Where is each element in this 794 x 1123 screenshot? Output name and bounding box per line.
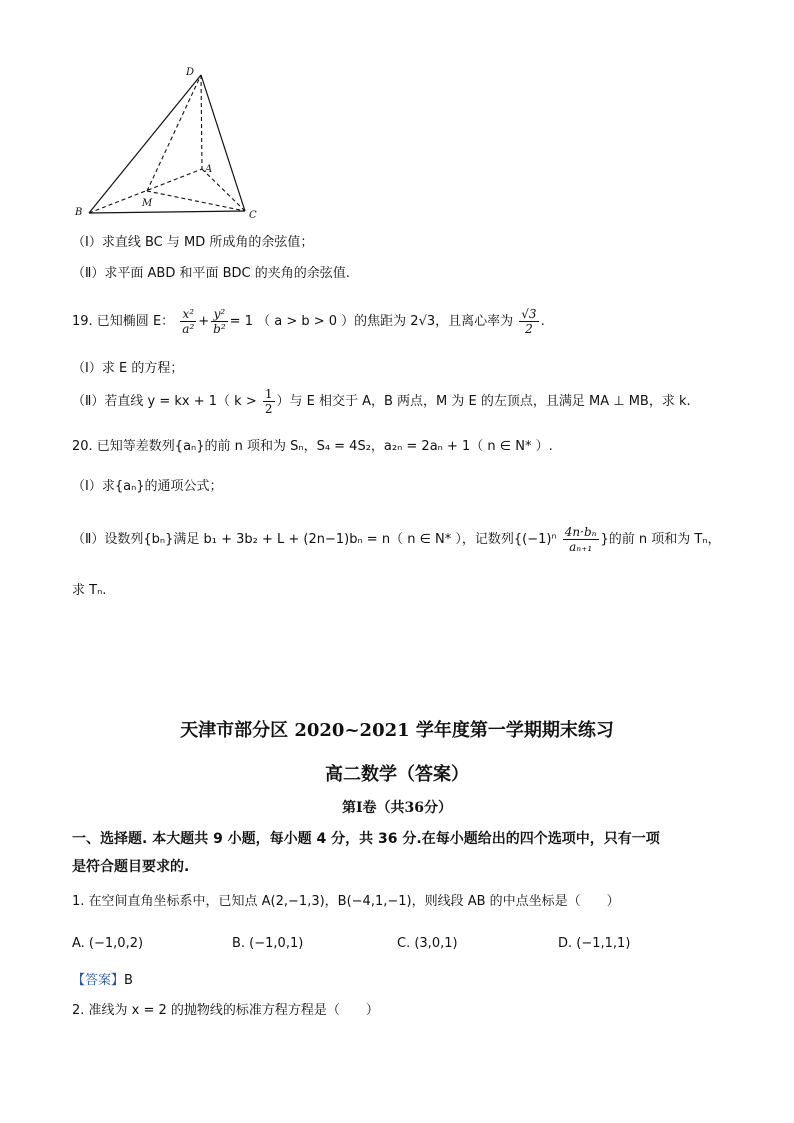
frac-den: 2 <box>264 402 273 416</box>
q20-part2 <box>72 522 721 558</box>
instructions-line1: 一、选择题. 本大题共 9 小题，每小题 4 分，共 36 分.在每小题给出的四个选项中，只有一项 <box>72 831 660 847</box>
edge-DC <box>201 75 245 211</box>
answer-title: 天津市部分区 2020~2021 学年度第一学期期末练习 <box>180 720 614 741</box>
frac-sqrt3-2 <box>519 307 538 336</box>
q20-part2-b: }的前 n 项和为 Tₙ， <box>600 532 721 547</box>
label-B: B <box>75 207 83 218</box>
label-M: M <box>142 198 153 209</box>
frac-num: √3 <box>521 307 537 321</box>
q19-part2 <box>72 385 691 419</box>
edge-BD <box>89 75 201 213</box>
instructions-line2: 是符合题目要求的. <box>72 859 190 875</box>
q20-part1: （Ⅰ）求{aₙ}的通项公式； <box>72 479 223 494</box>
label-A: A <box>205 164 213 175</box>
q1-option-b: B. (−1,0,1) <box>232 936 304 951</box>
label-D: D <box>186 67 195 78</box>
q18-part2: （Ⅱ）求平面 ABD 和平面 BDC 的夹角的余弦值. <box>72 266 350 281</box>
frac-num: 4n·bₙ <box>564 525 597 539</box>
frac-den: 2 <box>525 322 533 336</box>
frac-den: b² <box>213 322 226 336</box>
q20-stem: 20. 已知等差数列{aₙ}的前 n 项和为 Sₙ，S₄ = 4S₂，a₂ₙ = 2aₙ + 1（ n ∈ N* ）. <box>72 439 553 454</box>
q1-answer <box>72 972 133 990</box>
frac-num: 1 <box>264 387 273 401</box>
frac-num: y² <box>211 307 228 322</box>
q19-eq1: = 1 <box>229 314 253 329</box>
frac-x2-a2 <box>180 307 196 336</box>
frac-den: aₙ₊₁ <box>569 540 593 554</box>
q19-stem-c: . <box>540 314 545 329</box>
q1-option-d: D. (−1,1,1) <box>558 936 631 951</box>
q19-stem-b: （ a > b > 0 ）的焦距为 2√3，且离心率为 <box>257 314 514 329</box>
edge-DA <box>201 75 202 169</box>
answer-value: B <box>124 973 133 988</box>
frac-num: x² <box>180 307 196 322</box>
frac-den: a² <box>182 322 195 336</box>
q20-part2-end: 求 Tₙ. <box>72 583 107 598</box>
q19-part2-b: ）与 E 相交于 A，B 两点，M 为 E 的左顶点，且满足 MA ⊥ MB，求 k. <box>276 394 691 409</box>
volume-heading: 第Ⅰ卷（共36分） <box>341 800 453 816</box>
q1-stem: 1. 在空间直角坐标系中，已知点 A(2,−1,3)，B(−4,1,−1)，则线段 AB 的中点坐标是（ ） <box>72 894 620 909</box>
frac-1-2 <box>263 387 275 416</box>
q19-part1: （Ⅰ）求 E 的方程； <box>72 361 184 376</box>
tetrahedron-figure <box>70 62 270 222</box>
q1-option-c: C. (3,0,1) <box>397 936 458 951</box>
answer-label: 【答案】 <box>72 973 125 988</box>
q18-part1: （Ⅰ）求直线 BC 与 MD 所成角的余弦值； <box>72 235 314 250</box>
q19-stem: 19. 已知椭圆 E： $\frac{\text{x²}}{\text{a²}}$ + $\frac{\text{y²}}{\text{b²}}$ = 1 （ a > b > 0 ）的焦距为 2√3，且离心率为 $\frac{√3}{2}$ . <box>72 307 545 336</box>
edge-MD <box>147 75 201 191</box>
edge-MC <box>147 191 245 211</box>
label-C: C <box>249 210 257 221</box>
q19-stem-a: 19. 已知椭圆 E： <box>72 314 175 329</box>
q1-option-a: A. (−1,0,2) <box>72 936 144 951</box>
q19-part2-a: （Ⅱ）若直线 y = kx + 1（ k > <box>72 394 257 409</box>
frac-4nbn-an1 <box>563 525 599 554</box>
q20-part2-a: （Ⅱ）设数列{bₙ}满足 b₁ + 3b₂ + L + (2n−1)bₙ = n（ n ∈ N* ），记数列{(−1)ⁿ <box>72 532 557 547</box>
edge-BC <box>89 211 245 213</box>
frac-y2-b2 <box>211 307 228 336</box>
answer-subtitle: 高二数学（答案） <box>325 764 469 785</box>
q2-stem: 2. 准线为 x = 2 的抛物线的标准方程方程是（ ） <box>72 1003 379 1018</box>
